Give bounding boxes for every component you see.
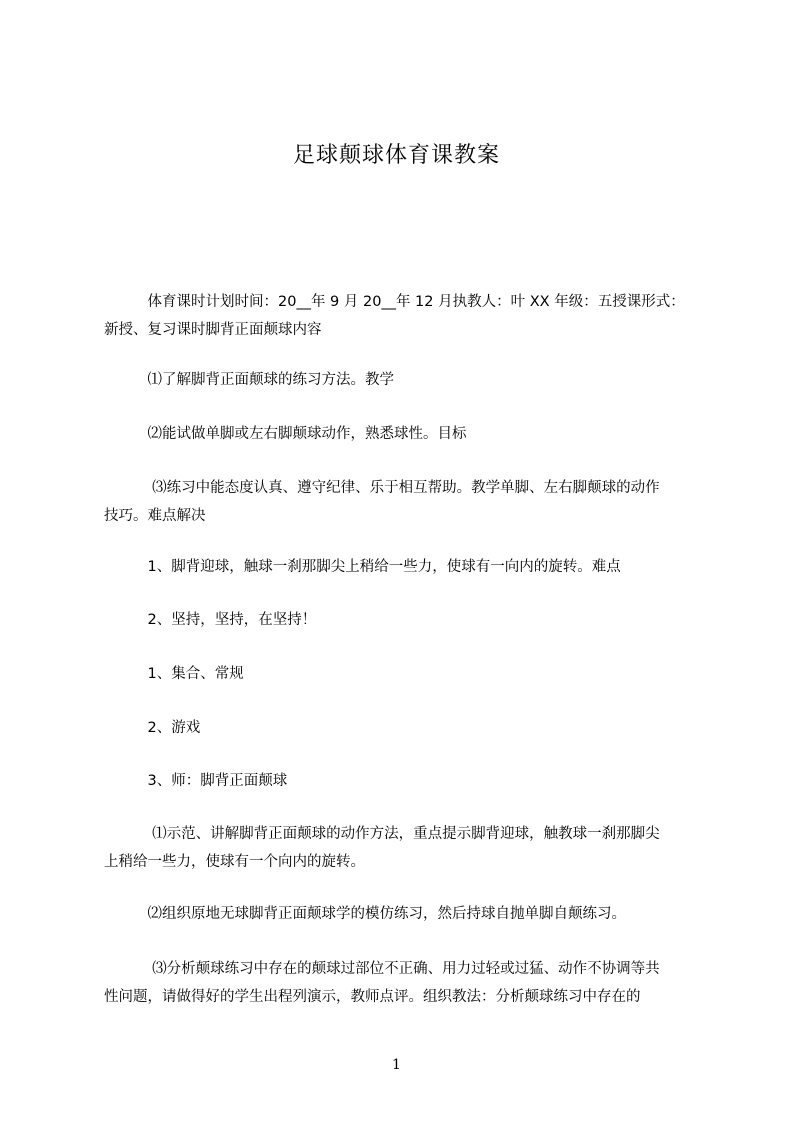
paragraph-line: ⑴了解脚背正面颠球的练习方法。教学	[104, 372, 394, 388]
page-number: 1	[392, 1057, 401, 1073]
paragraph-line: 3、师：脚背正面颠球	[104, 773, 288, 789]
paragraph-line: 体育课时计划时间：20__年 9 月 20__年 12 月执教人：叶 XX 年级：五授课形式：	[104, 294, 685, 310]
paragraph-objective-3	[104, 474, 716, 530]
paragraph-line: ⑶练习中能态度认真、遵守纪律、乐于相互帮助。教学单脚、左右脚颠球的动作	[104, 480, 660, 496]
paragraph-method-2	[104, 900, 716, 928]
paragraph-difficulty-2	[104, 606, 716, 634]
paragraph-line: ⑵组织原地无球脚背正面颠球学的模仿练习，然后持球自抛单脚自颠练习。	[104, 906, 626, 922]
paragraph-step-2	[104, 714, 716, 742]
paragraph-line: 2、坚持，坚持，在坚持！	[104, 612, 317, 628]
paragraph-method-3	[104, 955, 716, 1011]
paragraph-step-1	[104, 660, 716, 688]
paragraph-line: 上稍给一些力，使球有一个向内的旋转。	[104, 854, 365, 870]
paragraph-method-1	[104, 820, 716, 876]
paragraph-line: 新授、复习课时脚背正面颠球内容	[104, 322, 322, 338]
paragraph-line: 性问题，请做得好的学生出程列演示，教师点评。组织教法：分析颠球练习中存在的	[104, 989, 641, 1005]
paragraph-line: ⑴示范、讲解脚背正面颠球的动作方法，重点提示脚背迎球，触教球一刹那脚尖	[104, 826, 660, 842]
paragraph-line: 1、集合、常规	[104, 666, 244, 682]
paragraph-line: ⑵能试做单脚或左右脚颠球动作，熟悉球性。目标	[104, 426, 467, 442]
paragraph-objective-2	[104, 420, 716, 448]
paragraph-difficulty-1	[104, 553, 716, 581]
paragraph-line: 2、游戏	[104, 720, 201, 736]
document-title: 足球颠球体育课教案	[292, 143, 500, 168]
paragraph-line: ⑶分析颠球练习中存在的颠球过部位不正确、用力过轻或过猛、动作不协调等共	[104, 961, 660, 977]
paragraph-objective-1	[104, 366, 716, 394]
paragraph-line: 技巧。难点解决	[104, 508, 206, 524]
paragraph-lesson-info	[104, 288, 716, 344]
paragraph-line: 1、脚背迎球，触球一刹那脚尖上稍给一些力，使球有一向内的旋转。难点	[104, 559, 621, 575]
paragraph-step-3	[104, 767, 716, 795]
